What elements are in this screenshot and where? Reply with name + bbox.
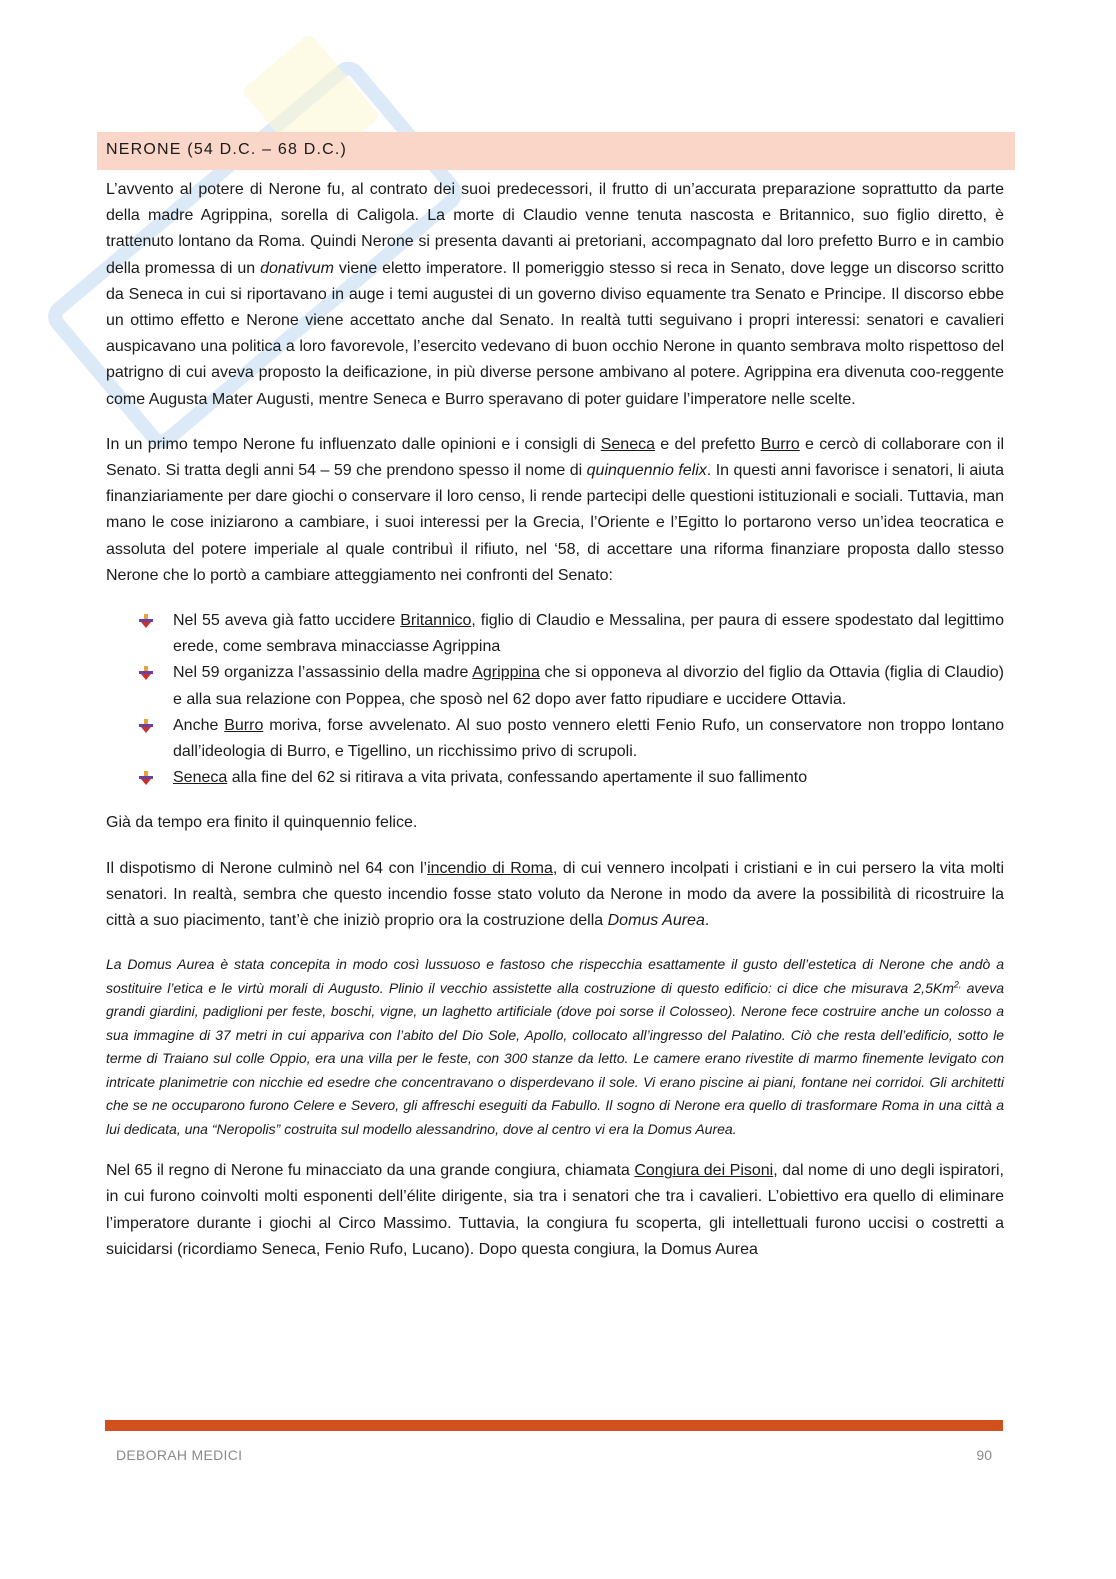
link-britannico[interactable]: Britannico <box>400 612 472 630</box>
list-item: Nel 55 aveva già fatto uccidere Britannico, figlio di Claudio e Messalina, per paura di essere spodestato dal legittimo erede, come sembrava minacciasse Agrippina <box>106 608 1004 660</box>
arrow-bullet-icon <box>139 771 153 785</box>
arrow-bullet-icon <box>139 614 153 628</box>
document-body <box>106 177 1004 1282</box>
link-seneca[interactable]: Seneca <box>173 769 228 787</box>
bullet-list <box>106 608 1004 791</box>
paragraph-quinquennio: In un primo tempo Nerone fu influenzato dalle opinioni e i consigli di Seneca e del prefetto Burro e cercò di collaborare con il Senato. Si tratta degli anni 54 – 59 che prendono spesso il nome di quinquennio felix. In questi anni favorisce i senatori, li aiuta finanziariamente per dare giochi o conservare il loro censo, li rende partecipi delle questioni istituzionali e sociali. Tuttavia, man mano le cose iniziarono a cambiare, i suoi interessi per la Grecia, l’Oriente e l’Egitto lo portarono verso un’idea teocratica e assoluta del potere imperiale al quale contribuì il rifiuto, nel ‘58, di accettare una riforma finanziare proposta dallo stesso Nerone che lo portò a cambiare atteggiamento nei confronti del Senato: <box>106 435 1005 584</box>
link-incendio-di-roma[interactable]: incendio di Roma <box>427 859 553 877</box>
list-item: Anche Burro moriva, forse avvelenato. Al suo posto vennero eletti Fenio Rufo, un conservatore non troppo lontano dall’ideologia di Burro, e Tigellino, un ricchissimo privo di scrupoli. <box>106 713 1004 765</box>
list-item: Seneca alla fine del 62 si ritirava a vita privata, confessando apertamente il suo fallimento <box>106 765 1004 791</box>
list-item: Nel 59 organizza l’assassinio della madre Agrippina che si opponeva al divorzio del figlio da Ottavia (figlia di Claudio) e alla sua relazione con Poppea, che sposò nel 62 dopo aver fatto ripudiare e uccidere Ottavia. <box>106 660 1004 712</box>
footer-rule <box>105 1420 1003 1431</box>
link-burro[interactable]: Burro <box>760 435 800 453</box>
paragraph-congiura: Nel 65 il regno di Nerone fu minacciato da una grande congiura, chiamata Congiura dei Pisoni, dal nome di uno degli ispiratori, in cui furono coinvolti molti esponenti dell’élite dirigente, sia tra i senatori che tra i cavalieri. L’obiettivo era quello di eliminare l’imperatore durante i giochi al Circo Massimo. Tuttavia, la congiura fu scoperta, gli intellettuali furono uccisi o costretti a suicidarsi (ricordiamo Seneca, Fenio Rufo, Lucano). Dopo questa congiura, la Domus Aurea <box>106 1162 1005 1258</box>
link-agrippina[interactable]: Agrippina <box>472 664 540 682</box>
paragraph-ascesa: L’avvento al potere di Nerone fu, al contrato dei suoi predecessori, il frutto di un’accurata preparazione soprattutto da parte della madre Agrippina, sorella di Caligola. La morte di Claudio venne tenuta nascosta e Britannico, suo figlio diretto, è trattenuto lontano da Roma. Quindi Nerone si presenta davanti ai pretoriani, accompagnato dal loro prefetto Burro e in cambio della promessa di un donativum viene eletto imperatore. Il pomeriggio stesso si reca in Senato, dove legge un discorso scritto da Seneca in cui si riportavano in auge i temi augustei di un governo diviso equamente tra Senato e Principe. Il discorso ebbe un ottimo effetto e Nerone viene accettato anche dal Senato. In realtà tutti seguivano i propri interessi: senatori e cavalieri auspicavano una politica a loro favorevole, l’esercito vedevano di buon occhio Nerone in quanto sembrava molto rispettoso del patrigno di cui aveva proposto la deificazione, in più diverse persone ambivano al potere. Agrippina era divenuta coo-reggente come Augusta Mater Augusti, mentre Seneca e Burro speravano di poter guidare l’imperatore nelle scelte. <box>106 181 1004 408</box>
arrow-bullet-icon <box>139 719 153 733</box>
paragraph-incendio: Il dispotismo di Nerone culminò nel 64 con l’incendio di Roma, di cui vennero incolpati i cristiani e in cui persero la vita molti senatori. In realtà, sembra che questo incendio fosse stato voluto da Nerone in modo da avere la possibilità di ricostruire la città a suo piacimento, tant’è che iniziò proprio ora la costruzione della Domus Aurea. <box>106 859 1005 930</box>
page-number: 90 <box>976 1447 992 1463</box>
paragraph-domus-aurea: La Domus Aurea è stata concepita in modo così lussuoso e fastoso che rispecchia esattamente il gusto dell’estetica di Nerone che andò a sostituire l’etica e le virtù morali di Augusto. Plinio il vecchio assistette alla costruzione di questo edificio: ci dice che misurava $2,5Km^{2,}$ aveva grandi giardini, padiglioni per feste, boschi, vigne, un laghetto artificiale (dove poi sorse il Colosseo). Nerone fece costruire anche un colosso a sua immagine di 37 metri in cui appariva con l’abito del Dio Sole, Apollo, collocato all’ingresso del Palatino. Ciò che resta dell’edificio, sotto le terme di Traiano sul colle Oppio, era una villa per le feste, con 300 stanze da letto. Le camere erano rivestite di marmo finemente levigato con intricate planimetrie con nicchie ed esedre che concentravano o disperdevano il sole. Vi erano piscine ai piani, fontane nei corridoi. Gli architetti che se ne occuparono furono Celere e Severo, gli affreschi eseguiti da Fabullo. Il sogno di Nerone era quello di trasformare Roma in una città a lui dedicata, una “Neropolis” costruita sul modello alessandrino, dove al centro vi era la Domus Aurea. <box>106 956 1005 1137</box>
link-congiura-dei-pisoni[interactable]: Congiura dei Pisoni <box>634 1162 774 1180</box>
footer-author: DEBORAH MEDICI <box>116 1447 243 1463</box>
link-burro[interactable]: Burro <box>224 716 264 734</box>
arrow-bullet-icon <box>139 666 153 680</box>
link-seneca[interactable]: Seneca <box>600 435 655 453</box>
section-heading: NERONE (54 D.C. – 68 D.C.) <box>97 132 1015 170</box>
paragraph-quinquennio-finito: Già da tempo era finito il quinquennio felice. <box>106 814 418 832</box>
